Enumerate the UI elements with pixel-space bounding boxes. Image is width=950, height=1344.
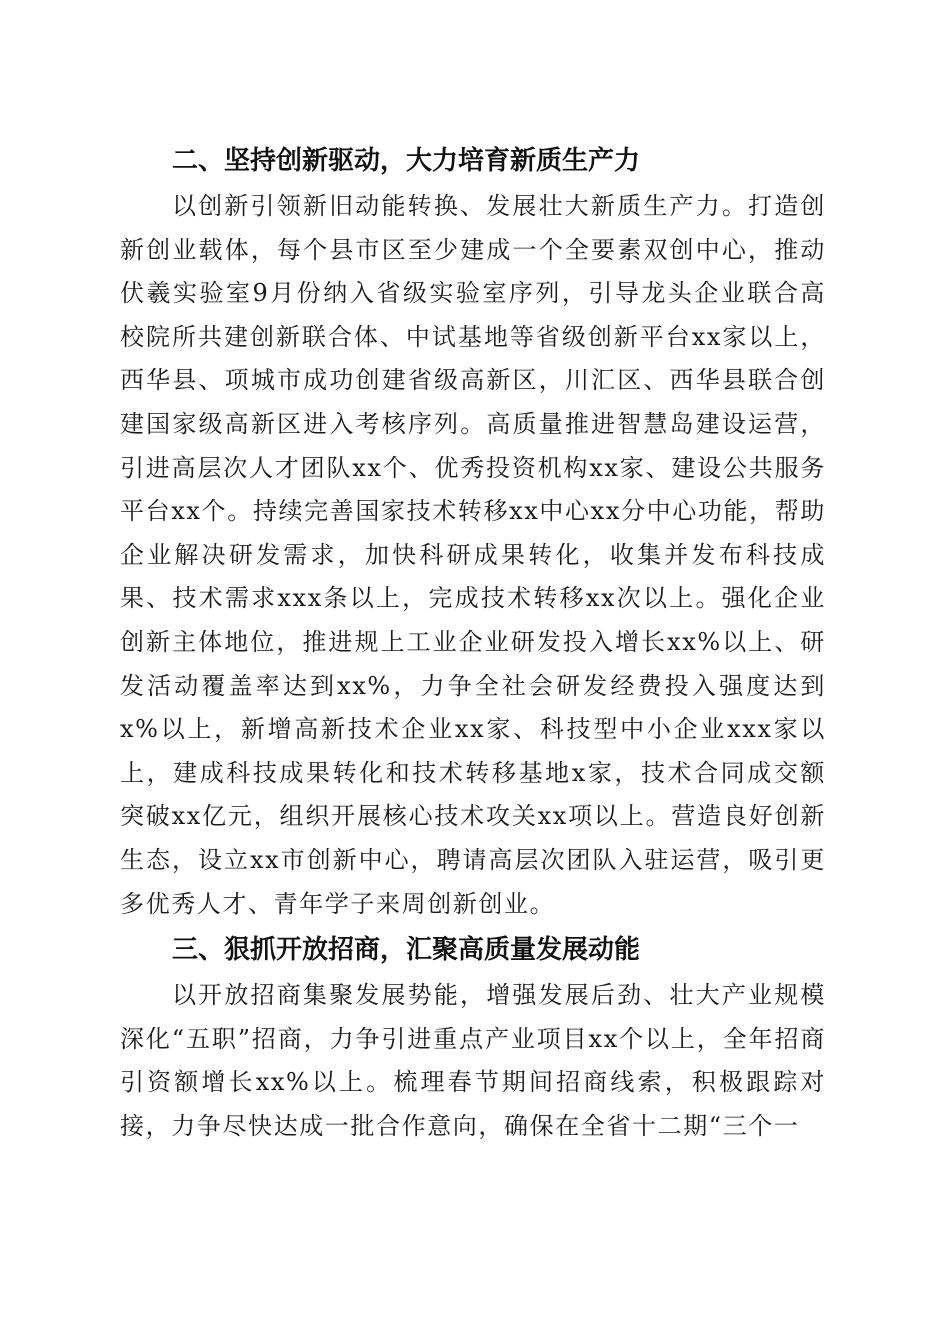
section-paragraph-investment: 以开放招商集聚发展势能，增强发展后劲、壮大产业规模深化“五职”招商，力争引进重点产业项目xx个以上，全年招商引资额增长xx%以上。梳理春节期间招商线索，积极跟踪对接，力争尽快达成一批合作意向，确保在全省十二期“三个一 <box>120 981 826 1140</box>
section-paragraph-innovation: 以创新引领新旧动能转换、发展壮大新质生产力。打造创新创业载体，每个县市区至少建成一个全要素双创中心，推动伏羲实验室9月份纳入省级实验室序列，引导龙头企业联合高校院所共建创新联合体、中试基地等省级创新平台xx家以上，西华县、项城市成功创建省级高新区，川汇区、西华县联合创建国家级高新区进入考核序列。高质量推进智慧岛建设运营，引进高层次人才团队xx个、优秀投资机构xx家、建设公共服务平台xx个。持续完善国家技术转移xx中心xx分中心功能，帮助企业解决研发需求，加快科研成果转化，收集并发布科技成果、技术需求xxx条以上，完成技术转移xx次以上。强化企业创新主体地位，推进规上工业企业研发投入增长xx%以上、研发活动覆盖率达到xx%，力争全社会研发经费投入强度达到x%以上，新增高新技术企业xx家、科技型中小企业xxx家以上，建成科技成果转化和技术转移基地x家，技术合同成交额突破xx亿元，组织开展核心技术攻关xx项以上。营造良好创新生态，设立xx市创新中心，聘请高层次团队入驻运营，吸引更多优秀人才、青年学子来周创新创业。 <box>120 192 826 918</box>
section-heading-innovation: 二、坚持创新驱动，大力培育新质生产力 <box>172 146 641 176</box>
section-heading-investment: 三、狠抓开放招商，汇聚高质量发展动能 <box>172 935 641 966</box>
document-body <box>120 139 826 1148</box>
